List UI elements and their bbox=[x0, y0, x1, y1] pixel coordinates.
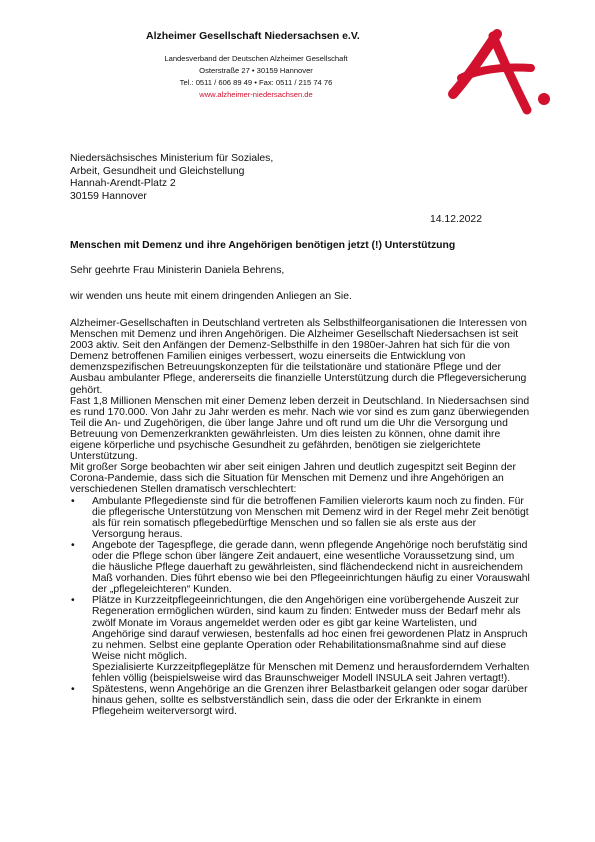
body-paragraph: Fast 1,8 Millionen Menschen mit einer Demenz leben derzeit in Deutschland. In Niedersachsen sind es rund 170.000. Von Jahr zu Jahr werden es mehr. Nach wie vor sind es zum ganz überwiegenden Teil die An- und Zugehörigen, die über lange Jahre und oft rund um die Uhr die Versorgung und Betreuung von Demenzerkrankten gewährleisten. Um dies leisten zu können, ohne damit ihre eigene körperliche und psychische Gesundheit zu gefährden, benötigen sie zielgerichtete Unterstützung. bbox=[70, 395, 530, 463]
bullet-icon: • bbox=[71, 495, 75, 507]
list-item bbox=[70, 595, 530, 684]
list-item bbox=[70, 540, 530, 595]
recipient-address bbox=[70, 153, 273, 204]
organization-website-link[interactable]: www.alzheimer-niedersachsen.de bbox=[199, 90, 313, 99]
intro-sentence: wir wenden uns heute mit einem dringenden Anliegen an Sie. bbox=[70, 291, 352, 302]
salutation: Sehr geehrte Frau Ministerin Daniela Behrens, bbox=[70, 265, 285, 276]
recipient-line: 30159 Hannover bbox=[70, 191, 147, 203]
recipient-line: Hannah-Arendt-Platz 2 bbox=[70, 178, 176, 190]
list-item-continuation: Spezialisierte Kurzzeitpflegeplätze für Menschen mit Demenz und herausforderndem Verhalten fehlen völlig (beispielsweise wird das Braunschweiger Modell INSULA seit Jahren vertagt!). bbox=[92, 661, 530, 684]
list-item bbox=[70, 684, 530, 717]
organization-street: Osterstraße 27 • 30159 Hannover bbox=[199, 66, 313, 75]
bullet-icon: • bbox=[71, 684, 75, 696]
organization-name: Alzheimer Gesellschaft Niedersachsen e.V. bbox=[146, 30, 360, 42]
alzheimer-logo-icon bbox=[447, 26, 557, 118]
bullet-icon: • bbox=[71, 595, 75, 607]
letter-body bbox=[70, 318, 530, 717]
body-paragraph: Alzheimer-Gesellschaften in Deutschland vertreten als Selbsthilfeorganisationen die Interessen von Menschen mit Demenz und ihren Angehörigen. Die Alzheimer Gesellschaft Niedersachsen ist seit 2003 aktiv. Seit den Anfängen der Demenz-Selbsthilfe in den 1980er-Jahren hat sich für die von Demenz betroffenen Familien einiges verbessert, wozu einerseits die Entwicklung von demenzspezifischen Betreuungskonzepten für die teilstationäre und stationäre Pflege und der Ausbau ambulanter Pflege, andererseits die finanzielle Unterstützung durch die Pflegeversicherung gehört. bbox=[70, 318, 527, 396]
list-item-text: Plätze in Kurzzeitpflegeeinrichtungen, die den Angehörigen eine vorübergehende Auszeit zur Regeneration ermöglichen würden, sind kaum zu finden: Entweder muss der Bedarf mehr als zwölf Monate im Voraus angemeldet werden oder es gibt gar keine Wartelisten, und Angehörige sind darauf verwiesen, bestenfalls ad hoc einen frei gewordenen Platz in Anspruch zu nehmen. Selbst eine geplante Operation oder Rehabilitationsmaßnahme sind auf diese Weise nicht möglich. bbox=[92, 595, 528, 662]
body-paragraph: Mit großer Sorge beobachten wir aber seit einigen Jahren und deutlich zugespitzt seit Beginn der Corona-Pandemie, dass sich die Situation für Menschen mit Demenz und ihre Angehörigen an verschiedenen Stellen dramatisch verschlechtert: bbox=[70, 462, 516, 496]
list-item-text: Ambulante Pflegedienste sind für die betroffenen Familien vielerorts kaum noch zu finden. Für die pflegerische Unterstützung von Menschen mit Demenz wird in der Regel mehr Zeit benötigt als für rein somatisch pflegebedürftige Menschen und so fallen sie als erste aus der Versorgung heraus. bbox=[92, 495, 529, 540]
letter-subject: Menschen mit Demenz und ihre Angehörigen benötigen jetzt (!) Unterstützung bbox=[70, 240, 456, 251]
bullet-icon: • bbox=[71, 539, 75, 551]
list-item-text: Spätestens, wenn Angehörige an die Grenzen ihrer Belastbarkeit gelangen oder sogar darüber hinaus gehen, sollte es selbstverständlich sein, dass die oder der Erkrankte in einem Pflegeheim weiterversorgt wird. bbox=[92, 684, 528, 718]
organization-phone: Tel.: 0511 / 606 89 49 • Fax: 0511 / 215 74 76 bbox=[179, 78, 333, 87]
list-item-text: Angebote der Tagespflege, die gerade dann, wenn pflegende Angehörige noch berufstätig sind oder die Pflege schon über längere Zeit andauert, eine wesentliche Voraussetzung sind, um die häusliche Pflege dauerhaft zu gewährleisten, sind flächendeckend nicht in ausreichendem Maß vorhanden. Dies führt ebenso wie bei den Pflegeeinrichtungen häufig zu einer Vorauswahl der „pflegeleichteren“ Kunden. bbox=[92, 539, 530, 596]
letter-date: 14.12.2022 bbox=[429, 214, 482, 225]
problem-list bbox=[70, 496, 530, 718]
recipient-line: Niedersächsisches Ministerium für Soziales, bbox=[70, 153, 274, 164]
list-item bbox=[70, 496, 530, 540]
recipient-line: Arbeit, Gesundheit und Gleichstellung bbox=[70, 165, 245, 177]
organization-subtitle: Landesverband der Deutschen Alzheimer Gesellschaft bbox=[164, 54, 348, 63]
